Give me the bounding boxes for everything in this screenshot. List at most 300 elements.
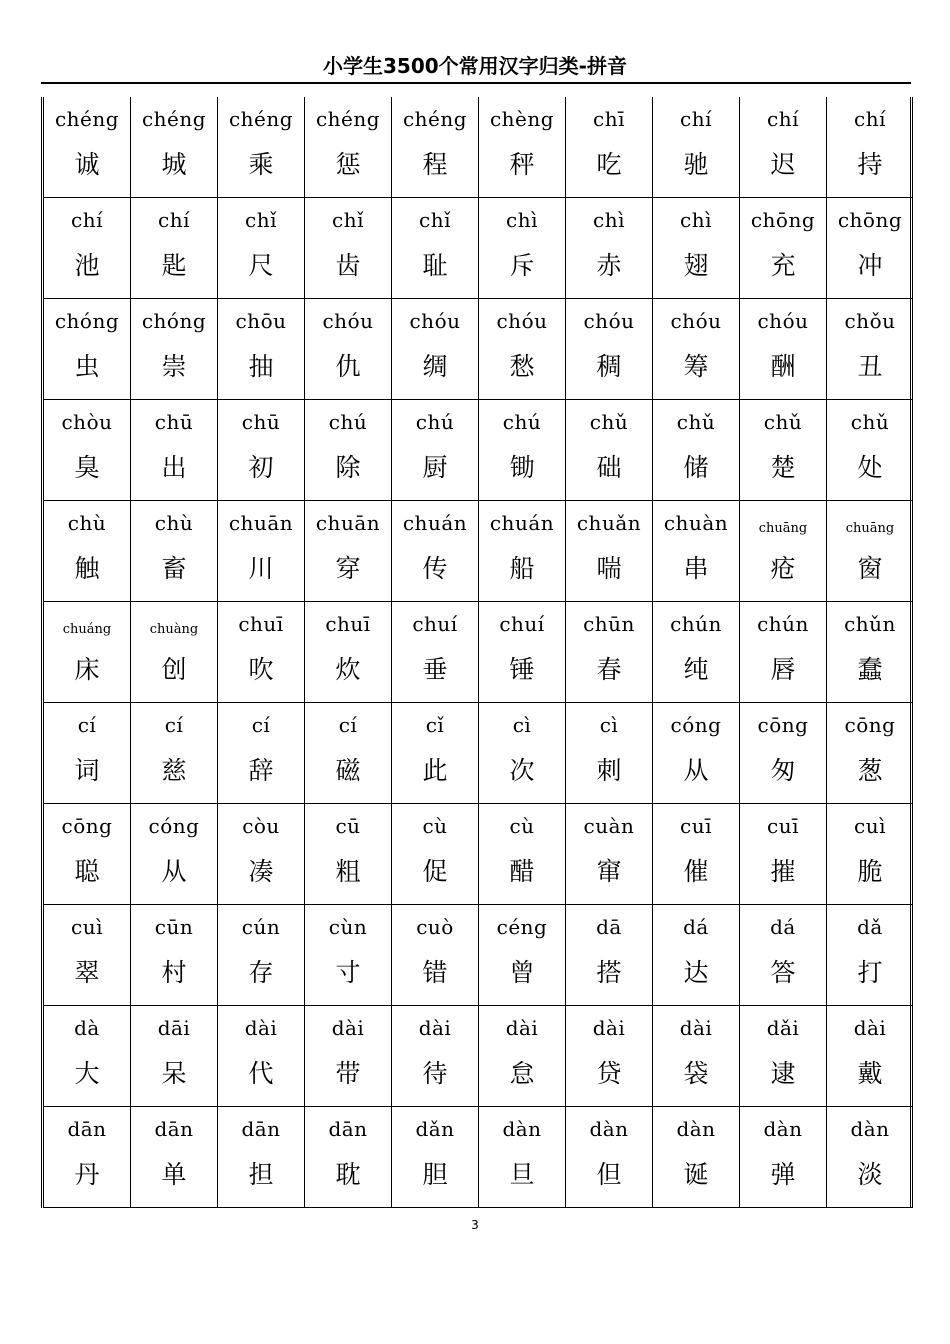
pinyin-text: dān xyxy=(328,1117,368,1141)
pinyin-text: dàn xyxy=(850,1117,890,1141)
character-cell xyxy=(305,804,392,905)
character-cell xyxy=(44,703,131,804)
character-cell xyxy=(218,1006,305,1107)
hanzi-character: 抽 xyxy=(248,352,274,381)
pinyin-text: chǔ xyxy=(763,410,803,434)
character-cell xyxy=(566,1107,653,1208)
hanzi-character: 窜 xyxy=(596,857,622,886)
character-cell xyxy=(479,905,566,1006)
pinyin-text: dàn xyxy=(763,1117,803,1141)
hanzi-character: 匆 xyxy=(770,756,796,785)
hanzi-character: 脆 xyxy=(857,857,883,886)
hanzi-character: 葱 xyxy=(857,756,883,785)
character-cell xyxy=(479,501,566,602)
hanzi-character: 臭 xyxy=(74,453,100,482)
pinyin-text: chōng xyxy=(837,208,903,232)
pinyin-text: cū xyxy=(335,814,361,838)
pinyin-text: cí xyxy=(77,713,97,737)
hanzi-character: 次 xyxy=(509,756,535,785)
character-cell xyxy=(566,905,653,1006)
hanzi-character: 穿 xyxy=(335,554,361,583)
character-cell xyxy=(305,703,392,804)
hanzi-character: 耻 xyxy=(422,251,448,280)
hanzi-character: 充 xyxy=(770,251,796,280)
hanzi-character: 蠢 xyxy=(857,655,883,684)
hanzi-character: 耽 xyxy=(335,1160,361,1189)
hanzi-character: 虫 xyxy=(74,352,100,381)
pinyin-text: chóu xyxy=(409,309,461,333)
character-cell xyxy=(305,1006,392,1107)
character-cell xyxy=(131,804,218,905)
pinyin-text: chǒu xyxy=(844,309,896,333)
pinyin-text: dài xyxy=(505,1016,539,1040)
pinyin-text: cù xyxy=(509,814,535,838)
hanzi-character: 词 xyxy=(74,756,100,785)
pinyin-text: chǐ xyxy=(419,208,451,232)
hanzi-character: 逮 xyxy=(770,1059,796,1088)
pinyin-text: chóu xyxy=(322,309,374,333)
character-cell xyxy=(131,1107,218,1208)
character-cell xyxy=(827,198,914,299)
hanzi-character: 代 xyxy=(248,1059,274,1088)
pinyin-text: chèng xyxy=(489,107,555,131)
hanzi-character: 促 xyxy=(422,857,448,886)
hanzi-character: 错 xyxy=(422,958,448,987)
hanzi-character: 贷 xyxy=(596,1059,622,1088)
hanzi-character: 仇 xyxy=(335,352,361,381)
character-cell xyxy=(566,602,653,703)
pinyin-text: chú xyxy=(415,410,455,434)
pinyin-text: chuī xyxy=(238,612,284,636)
pinyin-text: chuán xyxy=(489,511,555,535)
character-cell xyxy=(218,400,305,501)
hanzi-character: 刺 xyxy=(596,756,622,785)
character-cell xyxy=(44,905,131,1006)
hanzi-character: 础 xyxy=(596,453,622,482)
table-row xyxy=(44,501,913,602)
hanzi-character: 斥 xyxy=(509,251,535,280)
pinyin-text: cōng xyxy=(757,713,809,737)
pinyin-text: chóu xyxy=(583,309,635,333)
hanzi-character: 传 xyxy=(422,554,448,583)
hanzi-character: 秤 xyxy=(509,150,535,179)
character-cell xyxy=(479,299,566,400)
character-cell xyxy=(740,198,827,299)
hanzi-character: 丑 xyxy=(857,352,883,381)
pinyin-text: chú xyxy=(502,410,542,434)
hanzi-character: 村 xyxy=(161,958,187,987)
pinyin-text: cuì xyxy=(71,915,103,939)
character-cell xyxy=(305,602,392,703)
character-cell xyxy=(479,602,566,703)
hanzi-character: 崇 xyxy=(161,352,187,381)
pinyin-text: chéng xyxy=(54,107,120,131)
character-cell xyxy=(131,299,218,400)
character-cell xyxy=(44,804,131,905)
pinyin-text: chǔ xyxy=(676,410,716,434)
character-cell xyxy=(653,1006,740,1107)
pinyin-text: chóng xyxy=(141,309,207,333)
pinyin-text: chǔn xyxy=(844,612,896,636)
title-divider xyxy=(41,82,911,84)
pinyin-text: chóu xyxy=(757,309,809,333)
hanzi-character: 池 xyxy=(74,251,100,280)
hanzi-character: 磁 xyxy=(335,756,361,785)
character-cell xyxy=(479,804,566,905)
character-cell xyxy=(392,97,479,198)
pinyin-text: cuī xyxy=(680,814,712,838)
character-cell xyxy=(218,198,305,299)
character-cell xyxy=(740,703,827,804)
pinyin-text: chì xyxy=(680,208,712,232)
hanzi-character: 曾 xyxy=(509,958,535,987)
hanzi-character: 醋 xyxy=(509,857,535,886)
hanzi-character: 翠 xyxy=(74,958,100,987)
character-cell xyxy=(653,804,740,905)
hanzi-character: 冲 xyxy=(857,251,883,280)
pinyin-text: cóng xyxy=(148,814,200,838)
character-cell xyxy=(392,703,479,804)
character-cell xyxy=(653,703,740,804)
pinyin-text: cōng xyxy=(844,713,896,737)
hanzi-character: 楚 xyxy=(770,453,796,482)
pinyin-text: chuǎn xyxy=(576,511,642,535)
pinyin-text: dàn xyxy=(676,1117,716,1141)
hanzi-character: 慈 xyxy=(161,756,187,785)
hanzi-character: 川 xyxy=(248,554,274,583)
pinyin-text: cuī xyxy=(767,814,799,838)
character-cell xyxy=(392,501,479,602)
pinyin-text: dā xyxy=(596,915,622,939)
hanzi-character: 淡 xyxy=(857,1160,883,1189)
hanzi-character: 船 xyxy=(509,554,535,583)
character-cell xyxy=(740,1107,827,1208)
pinyin-text: chóu xyxy=(670,309,722,333)
character-cell xyxy=(218,703,305,804)
pinyin-text: chuāng xyxy=(845,521,895,536)
character-cell xyxy=(44,602,131,703)
table-row xyxy=(44,299,913,400)
pinyin-text: cí xyxy=(251,713,271,737)
pinyin-text: cuì xyxy=(854,814,886,838)
pinyin-text: cūn xyxy=(154,915,194,939)
hanzi-character: 垂 xyxy=(422,655,448,684)
character-cell xyxy=(392,905,479,1006)
hanzi-character: 尺 xyxy=(248,251,274,280)
hanzi-character: 锄 xyxy=(509,453,535,482)
pinyin-text: chǐ xyxy=(245,208,277,232)
pinyin-text: dān xyxy=(241,1117,281,1141)
pinyin-text: chóu xyxy=(496,309,548,333)
hanzi-character: 凑 xyxy=(248,857,274,886)
pinyin-text: chǔ xyxy=(850,410,890,434)
character-cell xyxy=(740,400,827,501)
hanzi-character: 炊 xyxy=(335,655,361,684)
character-cell xyxy=(827,602,914,703)
character-cell xyxy=(827,804,914,905)
pinyin-text: chéng xyxy=(228,107,294,131)
pinyin-text: chù xyxy=(154,511,194,535)
pinyin-text: chí xyxy=(71,208,103,232)
hanzi-character: 纯 xyxy=(683,655,709,684)
pinyin-text: chí xyxy=(680,107,712,131)
pinyin-text: chuān xyxy=(315,511,381,535)
hanzi-character: 寸 xyxy=(335,958,361,987)
hanzi-character: 怠 xyxy=(509,1059,535,1088)
hanzi-character: 催 xyxy=(683,857,709,886)
pinyin-text: chuán xyxy=(402,511,468,535)
table-row xyxy=(44,1006,913,1107)
hanzi-character: 驰 xyxy=(683,150,709,179)
character-cell xyxy=(653,1107,740,1208)
hanzi-character: 出 xyxy=(161,453,187,482)
pinyin-text: dǎi xyxy=(766,1016,800,1040)
hanzi-character: 待 xyxy=(422,1059,448,1088)
hanzi-character: 处 xyxy=(857,453,883,482)
hanzi-character: 但 xyxy=(596,1160,622,1189)
character-cell xyxy=(44,299,131,400)
hanzi-character: 聪 xyxy=(74,857,100,886)
pinyin-text: dài xyxy=(331,1016,365,1040)
character-cell xyxy=(479,1006,566,1107)
character-cell xyxy=(392,1006,479,1107)
character-cell xyxy=(653,299,740,400)
hanzi-character: 弹 xyxy=(770,1160,796,1189)
pinyin-text: chì xyxy=(593,208,625,232)
character-cell xyxy=(44,501,131,602)
hanzi-character: 戴 xyxy=(857,1059,883,1088)
pinyin-text: chéng xyxy=(141,107,207,131)
pinyin-text: cì xyxy=(599,713,619,737)
hanzi-character: 搭 xyxy=(596,958,622,987)
hanzi-character: 旦 xyxy=(509,1160,535,1189)
hanzi-character: 创 xyxy=(161,655,187,684)
character-cell xyxy=(392,400,479,501)
pinyin-text: chuāng xyxy=(758,521,808,536)
hanzi-character: 持 xyxy=(857,150,883,179)
hanzi-character: 此 xyxy=(422,756,448,785)
character-cell xyxy=(653,198,740,299)
pinyin-text: dài xyxy=(679,1016,713,1040)
pinyin-text: cōng xyxy=(61,814,113,838)
pinyin-text: cí xyxy=(338,713,358,737)
character-cell xyxy=(566,501,653,602)
character-cell xyxy=(305,1107,392,1208)
pinyin-text: chī xyxy=(593,107,625,131)
pinyin-text: cù xyxy=(422,814,448,838)
pinyin-text: chì xyxy=(506,208,538,232)
hanzi-character: 从 xyxy=(683,756,709,785)
character-cell xyxy=(44,198,131,299)
hanzi-character: 城 xyxy=(161,150,187,179)
character-cell xyxy=(740,804,827,905)
pinyin-text: cuàn xyxy=(583,814,635,838)
table-row xyxy=(44,703,913,804)
pinyin-text: dàn xyxy=(502,1117,542,1141)
hanzi-character: 齿 xyxy=(335,251,361,280)
hanzi-character: 达 xyxy=(683,958,709,987)
table-row xyxy=(44,198,913,299)
hanzi-character: 床 xyxy=(74,655,100,684)
character-cell xyxy=(740,97,827,198)
character-cell xyxy=(653,400,740,501)
pinyin-text: cǐ xyxy=(425,713,445,737)
table-row xyxy=(44,400,913,501)
pinyin-text: dǎ xyxy=(857,915,883,939)
hanzi-character: 吃 xyxy=(596,150,622,179)
character-cell xyxy=(44,400,131,501)
hanzi-character: 串 xyxy=(683,554,709,583)
pinyin-text: dá xyxy=(770,915,796,939)
hanzi-character: 诞 xyxy=(683,1160,709,1189)
hanzi-character: 担 xyxy=(248,1160,274,1189)
character-cell xyxy=(827,299,914,400)
hanzi-character: 愁 xyxy=(509,352,535,381)
hanzi-character: 翅 xyxy=(683,251,709,280)
hanzi-character: 绸 xyxy=(422,352,448,381)
character-cell xyxy=(218,1107,305,1208)
character-cell xyxy=(392,198,479,299)
character-cell xyxy=(44,97,131,198)
hanzi-character: 喘 xyxy=(596,554,622,583)
pinyin-text: chōng xyxy=(750,208,816,232)
pinyin-text: chuàng xyxy=(149,622,199,637)
character-cell xyxy=(566,299,653,400)
hanzi-character: 筹 xyxy=(683,352,709,381)
pinyin-text: cùn xyxy=(328,915,368,939)
hanzi-character: 吹 xyxy=(248,655,274,684)
page-number: 3 xyxy=(471,1218,479,1232)
pinyin-text: céng xyxy=(496,915,548,939)
hanzi-character: 疮 xyxy=(770,554,796,583)
pinyin-text: dài xyxy=(244,1016,278,1040)
hanzi-character: 春 xyxy=(596,655,622,684)
pinyin-text: dài xyxy=(853,1016,887,1040)
hanzi-character: 大 xyxy=(74,1059,100,1088)
hanzi-character: 迟 xyxy=(770,150,796,179)
character-cell xyxy=(653,602,740,703)
pinyin-text: dàn xyxy=(589,1117,629,1141)
pinyin-text: chún xyxy=(670,612,722,636)
character-cell xyxy=(740,299,827,400)
hanzi-character: 厨 xyxy=(422,453,448,482)
character-cell xyxy=(566,1006,653,1107)
pinyin-text: chuàn xyxy=(663,511,729,535)
table-row xyxy=(44,905,913,1006)
character-cell xyxy=(392,804,479,905)
pinyin-text: chòu xyxy=(61,410,113,434)
pinyin-table-frame xyxy=(41,97,913,1208)
character-cell xyxy=(827,703,914,804)
hanzi-character: 单 xyxy=(161,1160,187,1189)
character-cell xyxy=(827,400,914,501)
pinyin-text: cí xyxy=(164,713,184,737)
pinyin-text: chuī xyxy=(325,612,371,636)
pinyin-text: dá xyxy=(683,915,709,939)
character-cell xyxy=(305,400,392,501)
character-cell xyxy=(566,400,653,501)
character-cell xyxy=(218,602,305,703)
hanzi-character: 触 xyxy=(74,554,100,583)
character-cell xyxy=(392,602,479,703)
pinyin-text: chí xyxy=(854,107,886,131)
character-cell xyxy=(827,1107,914,1208)
character-cell xyxy=(305,501,392,602)
character-cell xyxy=(479,703,566,804)
hanzi-character: 酬 xyxy=(770,352,796,381)
hanzi-character: 唇 xyxy=(770,655,796,684)
character-cell xyxy=(827,1006,914,1107)
character-cell xyxy=(131,198,218,299)
pinyin-text: dǎn xyxy=(415,1117,455,1141)
character-cell xyxy=(740,905,827,1006)
pinyin-text: chù xyxy=(67,511,107,535)
character-cell xyxy=(479,1107,566,1208)
table-row xyxy=(44,602,913,703)
character-cell xyxy=(740,602,827,703)
character-cell xyxy=(218,804,305,905)
hanzi-character: 摧 xyxy=(770,857,796,886)
hanzi-character: 胆 xyxy=(422,1160,448,1189)
pinyin-text: cuò xyxy=(416,915,454,939)
character-cell xyxy=(479,400,566,501)
pinyin-text: dài xyxy=(418,1016,452,1040)
pinyin-text: chuān xyxy=(228,511,294,535)
pinyin-text: cì xyxy=(512,713,532,737)
character-cell xyxy=(827,905,914,1006)
pinyin-text: cún xyxy=(241,915,281,939)
character-cell xyxy=(653,97,740,198)
pinyin-text: chún xyxy=(757,612,809,636)
pinyin-text: dān xyxy=(154,1117,194,1141)
character-cell xyxy=(305,905,392,1006)
hanzi-character: 诚 xyxy=(74,150,100,179)
character-cell xyxy=(131,501,218,602)
character-cell xyxy=(566,703,653,804)
character-cell xyxy=(740,1006,827,1107)
character-cell xyxy=(218,905,305,1006)
pinyin-table xyxy=(44,97,913,1208)
page-title: 小学生3500个常用汉字归类-拼音 xyxy=(323,54,627,78)
character-cell xyxy=(131,905,218,1006)
character-cell xyxy=(218,299,305,400)
hanzi-character: 粗 xyxy=(335,857,361,886)
pinyin-text: chuáng xyxy=(62,622,112,637)
character-cell xyxy=(131,400,218,501)
character-cell xyxy=(566,804,653,905)
pinyin-text: chuí xyxy=(499,612,545,636)
hanzi-character: 窗 xyxy=(857,554,883,583)
hanzi-character: 程 xyxy=(422,150,448,179)
hanzi-character: 从 xyxy=(161,857,187,886)
pinyin-text: chéng xyxy=(402,107,468,131)
hanzi-character: 存 xyxy=(248,958,274,987)
pinyin-text: dài xyxy=(592,1016,626,1040)
character-cell xyxy=(392,1107,479,1208)
character-cell xyxy=(218,501,305,602)
character-cell xyxy=(740,501,827,602)
character-cell xyxy=(305,198,392,299)
hanzi-character: 畜 xyxy=(161,554,187,583)
hanzi-character: 乘 xyxy=(248,150,274,179)
character-cell xyxy=(479,198,566,299)
character-cell xyxy=(131,602,218,703)
character-cell xyxy=(479,97,566,198)
hanzi-character: 呆 xyxy=(161,1059,187,1088)
hanzi-character: 答 xyxy=(770,958,796,987)
hanzi-character: 惩 xyxy=(335,150,361,179)
pinyin-text: chí xyxy=(158,208,190,232)
